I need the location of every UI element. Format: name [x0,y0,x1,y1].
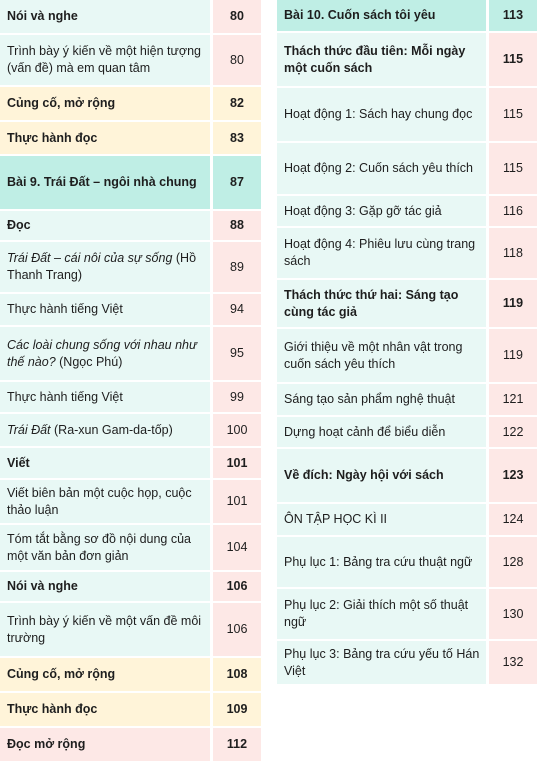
toc-left-column [0,0,261,763]
toc-entry-title [0,480,213,525]
toc-entry-title-text: Phụ lục 3: Bảng tra cứu yếu tố Hán Việt [284,646,480,678]
toc-entry [0,525,261,572]
toc-entry-title [277,329,489,384]
toc-entry [277,449,537,504]
toc-entry-title-text: Trình bày ý kiến về một hiện tượng (vấn đề) mà em quan tâm [7,44,201,75]
toc-entry-title [277,88,489,143]
toc-entry-page-number: 108 [213,658,261,693]
toc-entry-title-text: Đọc mở rộng [7,737,86,751]
toc-entry-page-number: 119 [489,329,537,384]
toc-entry-page-number: 100 [213,414,261,448]
toc-entry-page-number: 95 [213,327,261,382]
toc-entry-title-text: Củng cố, mở rộng [7,96,116,110]
toc-entry-title-text: Trình bày ý kiến về một vấn đề môi trường [7,613,202,645]
toc-entry [277,329,537,384]
toc-entry-title-text: Củng cố, mở rộng [7,667,116,681]
toc-entry-title [277,384,489,417]
toc-entry-title-text: Thực hành đọc [7,130,98,145]
toc-entry-title-text: Về đích: Ngày hội với sách [284,468,444,482]
toc-entry-title-text: Đọc [7,218,31,232]
toc-entry-title [277,417,489,449]
toc-entry-title [277,228,489,280]
toc-entry-title [0,35,213,87]
toc-entry-page-number: 116 [489,196,537,228]
toc-entry-author: (Ra-xun Gam-da-tốp) [50,422,173,437]
toc-entry-title-text: Thực hành tiếng Việt [7,389,123,404]
toc-entry-title [0,382,213,414]
toc-entry-title-text: ÔN TẬP HỌC KÌ II [284,512,388,526]
toc-entry-title [277,143,489,196]
toc-entry [277,589,537,641]
toc-entry [277,537,537,589]
toc-entry-title [277,280,489,329]
toc-entry-title-text: Nói và nghe [7,579,78,593]
toc-entry [0,382,261,414]
toc-entry [0,728,261,763]
toc-entry [0,603,261,658]
toc-entry [277,33,537,88]
toc-entry [277,641,537,686]
toc-entry-page-number: 106 [213,572,261,603]
toc-entry-title-text: Nói và nghe [7,9,78,23]
toc-entry-title [0,572,213,603]
toc-entry-page-number: 115 [489,33,537,88]
toc-entry-page-number: 115 [489,88,537,143]
toc-entry [277,143,537,196]
toc-right-column [277,0,537,686]
toc-entry-title [0,122,213,156]
toc-entry-page-number: 124 [489,504,537,537]
toc-entry-title-text: Sáng tạo sản phẩm nghệ thuật [284,392,455,406]
toc-entry-page-number: 83 [213,122,261,156]
toc-entry-title-text: Hoạt động 1: Sách hay chung đọc [284,107,473,121]
toc-entry [0,480,261,525]
toc-table-left [0,0,261,763]
toc-entry-title-text: Phụ lục 1: Bảng tra cứu thuật ngữ [284,554,473,569]
toc-entry [0,242,261,294]
toc-entry-title [277,33,489,88]
toc-entry [0,572,261,603]
toc-entry-title [277,537,489,589]
toc-entry [277,0,537,33]
toc-entry-title-text: Dựng hoạt cảnh để biểu diễn [284,424,446,439]
toc-entry-page-number: 101 [213,448,261,480]
toc-entry-page-number: 119 [489,280,537,329]
toc-entry-page-number: 128 [489,537,537,589]
toc-entry-page-number: 123 [489,449,537,504]
toc-entry-title [0,294,213,327]
toc-entry [0,122,261,156]
toc-entry-page-number: 94 [213,294,261,327]
toc-entry-title [277,641,489,686]
toc-entry-title-text: Thách thức thứ hai: Sáng tạo cùng tác giả [284,287,459,319]
toc-entry-page-number: 87 [213,156,261,211]
toc-table-right [277,0,537,686]
toc-entry-title [0,327,213,382]
toc-entry-title [0,448,213,480]
toc-entry-title [0,0,213,35]
toc-entry-title [277,196,489,228]
toc-entry-title-text: Viết [7,455,30,470]
toc-entry-title [277,0,489,33]
toc-entry-title [0,658,213,693]
toc-entry-title-text: Trái Đất – cái nôi của sự sống [7,251,173,265]
toc-entry-page-number: 109 [213,693,261,728]
toc-entry-page-number: 82 [213,87,261,122]
toc-entry-page-number: 118 [489,228,537,280]
toc-entry-title-text: Bài 10. Cuốn sách tôi yêu [284,8,436,22]
toc-entry-title [0,728,213,763]
toc-entry-page-number: 101 [213,480,261,525]
toc-entry [0,693,261,728]
toc-entry-page-number: 132 [489,641,537,686]
toc-entry-title [0,242,213,294]
toc-entry-title [0,211,213,242]
toc-entry [0,87,261,122]
toc-entry-page-number: 121 [489,384,537,417]
toc-entry-page-number: 115 [489,143,537,196]
toc-entry [0,156,261,211]
toc-entry [277,504,537,537]
toc-entry [0,0,261,35]
toc-entry [0,414,261,448]
toc-entry-title [277,504,489,537]
toc-entry-page-number: 80 [213,35,261,87]
toc-entry-title-text: Viết biên bản một cuộc họp, cuộc thảo luận [7,485,192,517]
toc-entry-page-number: 122 [489,417,537,449]
toc-entry [277,88,537,143]
toc-entry [0,211,261,242]
toc-entry [0,658,261,693]
toc-entry-page-number: 113 [489,0,537,33]
toc-entry-title-text: Phụ lục 2: Giải thích một số thuật ngữ [284,598,469,629]
toc-entry-title-text: Hoạt động 3: Gặp gỡ tác giả [284,203,442,218]
toc-entry [277,196,537,228]
toc-entry-page-number: 89 [213,242,261,294]
toc-entry-page-number: 88 [213,211,261,242]
toc-entry-title-text: Tóm tắt bằng sơ đồ nội dung của một văn bản đơn giản [7,531,192,563]
toc-entry-author: (Hồ Thanh Trang) [7,251,197,282]
toc-entry-title-text: Giới thiệu về một nhân vật trong cuốn sách yêu thích [284,339,463,371]
toc-entry-title-text: Thách thức đầu tiên: Mỗi ngày một cuốn sách [284,43,466,75]
toc-entry-author: (Ngọc Phú) [55,354,123,369]
toc-entry-title [0,87,213,122]
toc-entry-title-text: Trái Đất [7,422,51,437]
toc-entry-title [0,603,213,658]
toc-entry-page-number: 80 [213,0,261,35]
toc-entry [0,448,261,480]
toc-entry-title [277,449,489,504]
toc-entry [277,384,537,417]
toc-entry [277,280,537,329]
toc-entry-title-text: Thực hành tiếng Việt [7,302,123,316]
toc-entry-page-number: 104 [213,525,261,572]
toc-entry [0,294,261,327]
toc-entry-title-text: Thực hành đọc [7,702,98,716]
toc-entry-title [277,589,489,641]
toc-entry-page-number: 112 [213,728,261,763]
toc-entry [0,327,261,382]
toc-entry-title-text: Các loài chung sống với nhau như thế nào? [7,337,197,369]
toc-entry-title [0,525,213,572]
toc-entry-title-text: Hoạt động 2: Cuốn sách yêu thích [284,161,474,175]
toc-entry-page-number: 130 [489,589,537,641]
toc-entry [0,35,261,87]
toc-entry [277,417,537,449]
toc-entry-page-number: 99 [213,382,261,414]
toc-entry-title [0,414,213,448]
toc-entry-page-number: 106 [213,603,261,658]
toc-entry-title [0,156,213,211]
toc-entry-title-text: Bài 9. Trái Đất – ngôi nhà chung [7,175,197,189]
toc-entry-title-text: Hoạt động 4: Phiêu lưu cùng trang sách [284,237,476,268]
toc-entry-title [0,693,213,728]
toc-entry [277,228,537,280]
